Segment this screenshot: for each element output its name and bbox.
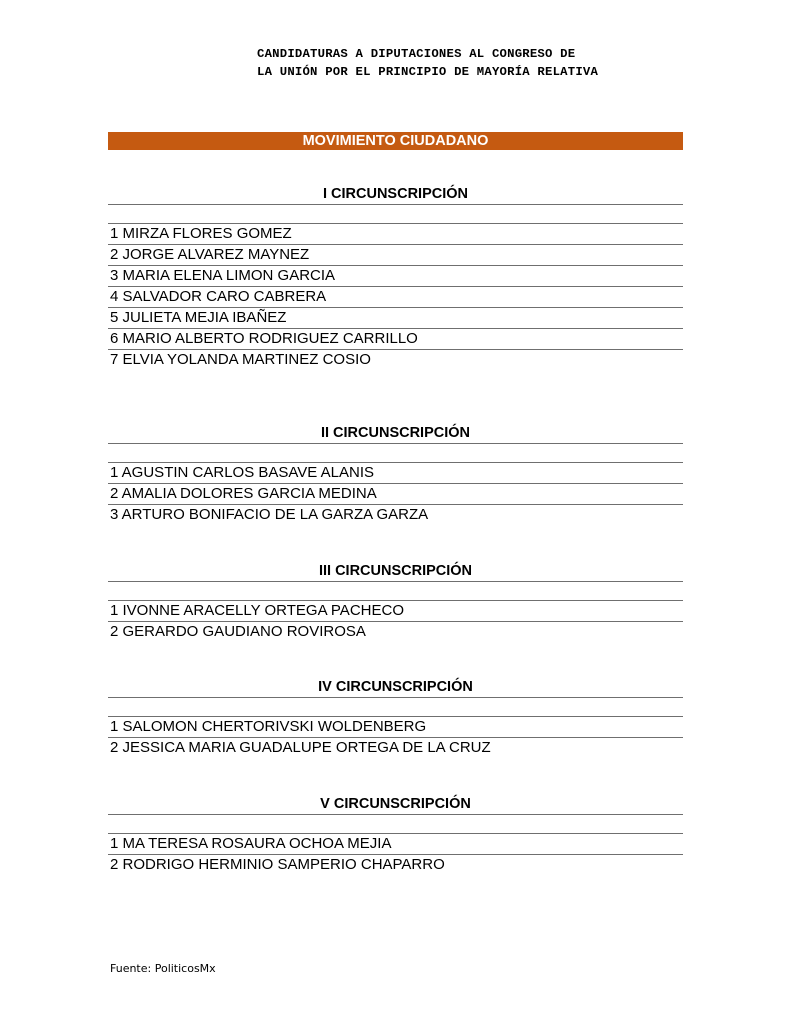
source-footer: Fuente: PoliticosMx: [110, 962, 216, 975]
section-circunscripcion-3: [108, 562, 683, 643]
candidate-row: 1 MA TERESA ROSAURA OCHOA MEJIA: [108, 834, 683, 855]
candidate-row: 2 AMALIA DOLORES GARCIA MEDINA: [108, 484, 683, 505]
candidate-row: 1 MIRZA FLORES GOMEZ: [108, 224, 683, 245]
section-title: III CIRCUNSCRIPCIÓN: [318, 563, 473, 579]
section-circunscripcion-2: [108, 424, 683, 526]
blank-row: [108, 815, 683, 834]
document-title-line-2: LA UNIÓN POR EL PRINCIPIO DE MAYORÍA RELATIVA: [257, 65, 599, 79]
candidate-row: 7 ELVIA YOLANDA MARTINEZ COSIO: [110, 351, 371, 368]
blank-row: [108, 582, 683, 601]
candidate-row: 2 JORGE ALVAREZ MAYNEZ: [108, 245, 683, 266]
candidate-row: 1 IVONNE ARACELLY ORTEGA PACHECO: [108, 601, 683, 622]
candidate-row: 2 RODRIGO HERMINIO SAMPERIO CHAPARRO: [110, 856, 445, 873]
document-title-line-1: CANDIDATURAS A DIPUTACIONES AL CONGRESO DE: [257, 47, 576, 61]
section-title: II CIRCUNSCRIPCIÓN: [320, 425, 471, 441]
candidate-row: 1 AGUSTIN CARLOS BASAVE ALANIS: [108, 463, 683, 484]
candidate-row: 4 SALVADOR CARO CABRERA: [108, 287, 683, 308]
party-header: MOVIMIENTO CIUDADANO: [108, 132, 683, 150]
candidate-row: 5 JULIETA MEJIA IBAÑEZ: [108, 308, 683, 329]
section-title: I CIRCUNSCRIPCIÓN: [322, 186, 468, 202]
blank-row: [108, 444, 683, 463]
candidate-row: 2 GERARDO GAUDIANO ROVIROSA: [110, 623, 366, 640]
section-circunscripcion-4: [108, 678, 683, 759]
candidate-row: 1 SALOMON CHERTORIVSKI WOLDENBERG: [108, 717, 683, 738]
document-title: [257, 45, 598, 81]
blank-row: [108, 698, 683, 717]
candidate-row: 6 MARIO ALBERTO RODRIGUEZ CARRILLO: [108, 329, 683, 350]
candidate-row: 2 JESSICA MARIA GUADALUPE ORTEGA DE LA CRUZ: [110, 739, 491, 756]
candidate-row: 3 ARTURO BONIFACIO DE LA GARZA GARZA: [110, 506, 429, 523]
section-circunscripcion-1: [108, 185, 683, 371]
section-circunscripcion-5: [108, 795, 683, 876]
section-title: V CIRCUNSCRIPCIÓN: [320, 796, 471, 812]
blank-row: [108, 205, 683, 224]
candidate-row: 3 MARIA ELENA LIMON GARCIA: [108, 266, 683, 287]
section-title: IV CIRCUNSCRIPCIÓN: [318, 679, 473, 695]
